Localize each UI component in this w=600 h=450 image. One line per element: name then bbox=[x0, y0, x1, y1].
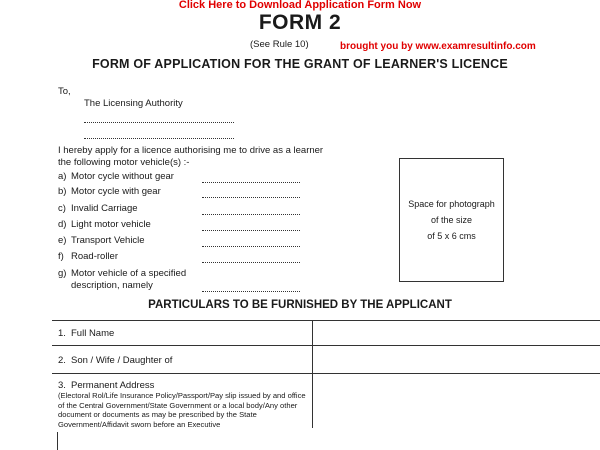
vehicle-entry-line bbox=[202, 290, 300, 292]
vehicle-entry-line bbox=[202, 229, 300, 231]
form-title: FORM 2 bbox=[258, 11, 342, 34]
promo-text: brought you by www.examresultinfo.com bbox=[340, 41, 536, 52]
table-top-border bbox=[52, 320, 600, 321]
field-number: 1. bbox=[58, 328, 66, 339]
download-form-link[interactable]: Click Here to Download Application Form Now bbox=[178, 0, 422, 11]
vehicle-letter: g) bbox=[58, 268, 67, 279]
vehicle-label: Motor cycle with gear bbox=[71, 186, 161, 197]
photo-caption-1: Space for photograph bbox=[408, 199, 495, 209]
vehicle-entry-line bbox=[202, 213, 300, 215]
vehicle-label: Road-roller bbox=[71, 251, 118, 262]
field-permanent-address: Permanent Address bbox=[71, 380, 155, 391]
vehicle-label: Light motor vehicle bbox=[71, 219, 151, 230]
vehicle-label: Invalid Carriage bbox=[71, 203, 138, 214]
address-to: To, bbox=[58, 86, 71, 97]
licensing-authority: The Licensing Authority bbox=[84, 98, 183, 109]
intro-line-2: the following motor vehicle(s) :- bbox=[58, 157, 190, 168]
field-full-name: Full Name bbox=[71, 328, 115, 339]
field-parent-name: Son / Wife / Daughter of bbox=[71, 355, 173, 366]
form-heading: FORM OF APPLICATION FOR THE GRANT OF LEARNER'S LICENCE bbox=[92, 57, 508, 71]
rule-reference: (See Rule 10) bbox=[250, 39, 309, 50]
address-line-1 bbox=[84, 121, 234, 123]
margin-mark bbox=[57, 432, 58, 450]
vehicle-label: Motor vehicle of a specified bbox=[71, 268, 187, 279]
photo-caption-2: of the size bbox=[430, 215, 473, 225]
table-column-divider bbox=[312, 320, 313, 428]
vehicle-entry-line bbox=[202, 181, 300, 183]
table-row-divider bbox=[52, 373, 600, 374]
vehicle-letter: f) bbox=[58, 251, 64, 262]
vehicle-letter: c) bbox=[58, 203, 66, 214]
address-line-2 bbox=[84, 137, 234, 139]
vehicle-letter: b) bbox=[58, 186, 67, 197]
photo-caption-3: of 5 x 6 cms bbox=[427, 231, 476, 241]
photograph-box bbox=[399, 158, 504, 282]
vehicle-letter: a) bbox=[58, 171, 67, 182]
vehicle-label: Motor cycle without gear bbox=[71, 171, 174, 182]
intro-line-1: I hereby apply for a licence authorising me to drive as a learner bbox=[58, 145, 324, 156]
vehicle-label: Transport Vehicle bbox=[71, 235, 145, 246]
field-number: 3. bbox=[58, 380, 66, 391]
vehicle-letter: d) bbox=[58, 219, 67, 230]
vehicle-entry-line bbox=[202, 261, 300, 263]
address-proof-note: (Electoral Rol/Life Insurance Policy/Passport/Pay slip issued by and office of the Central Government/State Government or a local body/Any other document or documents as may be prescribed by the State Government/Affidavit sworn before an Executive bbox=[58, 391, 306, 429]
vehicle-label-continued: description, namely bbox=[71, 280, 153, 291]
table-row-divider bbox=[52, 345, 600, 346]
vehicle-letter: e) bbox=[58, 235, 67, 246]
particulars-heading: PARTICULARS TO BE FURNISHED BY THE APPLICANT bbox=[148, 299, 452, 311]
vehicle-entry-line bbox=[202, 245, 300, 247]
field-number: 2. bbox=[58, 355, 66, 366]
vehicle-entry-line bbox=[202, 196, 300, 198]
